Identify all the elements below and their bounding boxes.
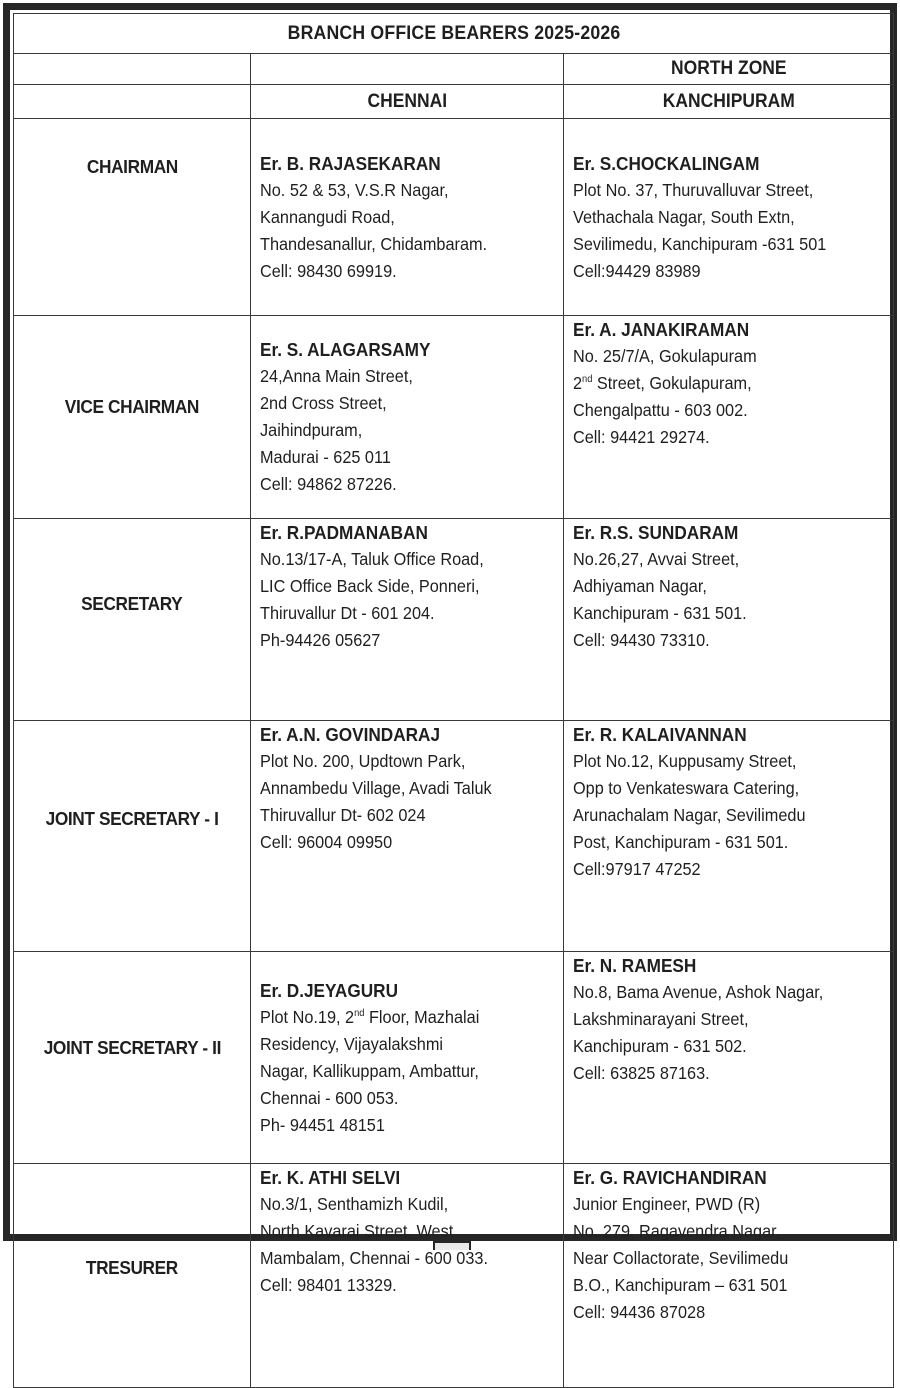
bearer-details [573,1164,871,1326]
bearer-phone: Cell: 94430 73310. [573,630,710,650]
bearer-details [260,519,542,654]
bearer-name: Er. A. JANAKIRAMAN [573,319,750,340]
address-line: Chengalpattu - 603 002. [573,400,748,420]
zone-header [564,54,894,85]
bearer-phone: Cell:94429 83989 [573,260,701,281]
address-line: No. 52 & 53, V.S.R Nagar, [260,179,449,200]
address-line: Opp to Venkateswara Catering, [573,778,800,798]
bearer-cell-chennai [251,519,564,721]
city-header-row [14,85,894,119]
address-line: Chennai - 600 053. [260,1087,399,1108]
bearer-cell-chennai [251,316,564,519]
address-line: No.8, Bama Avenue, Ashok Nagar, [573,982,824,1002]
address-line: Plot No. 200, Updtown Park, [260,751,466,771]
address-line: Nagar, Kallikuppam, Ambattur, [260,1060,479,1081]
address-line: No.3/1, Senthamizh Kudil, [260,1194,449,1214]
role-cell [14,952,251,1164]
address-line: Junior Engineer, PWD (R) [573,1194,761,1214]
bearer-phone: Cell: 96004 09950 [260,832,393,852]
bearer-row-secretary [14,519,894,721]
bearer-cell-kanchipuram [564,1164,894,1388]
bearer-phone: Cell: 98430 69919. [260,260,397,281]
bearer-cell-chennai [251,1164,564,1388]
address-line: Thiruvallur Dt - 601 204. [260,603,435,623]
bearer-phone: Cell: 98401 13329. [260,1275,397,1295]
bearer-phone: Cell: 94436 87028 [573,1302,706,1322]
bearer-cell-chennai [251,952,564,1164]
bearer-phone: Cell: 94421 29274. [573,427,710,447]
column-header-kanchipuram [564,85,894,119]
bearer-row-chairman [14,119,894,316]
address-line: Vethachala Nagar, South Extn, [573,206,795,227]
address-line: Thandesanallur, Chidambaram. [260,233,488,254]
bearer-cell-chennai [251,119,564,316]
address-line: LIC Office Back Side, Ponneri, [260,576,480,596]
column-header-chennai [251,85,564,119]
address-line: No. 279, Ragavendra Nagar, [573,1221,781,1241]
office-bearers-table [13,13,894,1388]
address-line: 2nd Street, Gokulapuram, [573,373,752,393]
bearer-cell-kanchipuram [564,519,894,721]
role-label: SECRETARY [81,594,183,614]
zone-blank-chennai-cell [251,54,564,85]
ordinal-superscript: nd [354,1007,365,1019]
address-line: Near Collactorate, Sevilimedu [573,1248,789,1268]
address-line: No.13/17-A, Taluk Office Road, [260,549,484,569]
bearer-phone: Ph- 94451 48151 [260,1114,385,1135]
zone-blank-role-cell [14,54,251,85]
address-line: B.O., Kanchipuram – 631 501 [573,1275,788,1295]
bearer-details [260,336,542,498]
bearer-row-joint-secretary-1 [14,721,894,952]
role-cell [14,721,251,952]
address-line: No. 25/7/A, Gokulapuram [573,346,757,366]
bearer-name: Er. R.S. SUNDARAM [573,522,739,543]
bearer-row-vice-chairman [14,316,894,519]
bearer-details [260,1164,542,1299]
address-line: 24,Anna Main Street, [260,366,413,386]
address-line: Plot No.12, Kuppusamy Street, [573,751,797,771]
address-line: Arunachalam Nagar, Sevilimedu [573,805,806,825]
bearer-name: Er. K. ATHI SELVI [260,1167,401,1188]
address-line: Plot No. 37, Thuruvalluvar Street, [573,179,814,200]
address-line: Residency, Vijayalakshmi [260,1033,444,1054]
address-line: Post, Kanchipuram - 631 501. [573,832,789,852]
zone-row [14,54,894,85]
bearer-details [573,150,871,285]
bearer-phone: Cell: 63825 87163. [573,1063,710,1083]
address-line: Annambedu Village, Avadi Taluk [260,778,492,798]
bearer-name: Er. G. RAVICHANDIRAN [573,1167,767,1188]
zone-label: NORTH ZONE [670,58,787,79]
bearer-cell-kanchipuram [564,316,894,519]
bearer-name: Er. S.CHOCKALINGAM [573,152,760,174]
city-blank-role-cell [14,85,251,119]
bearer-details [573,519,871,654]
role-cell [14,1164,251,1388]
bearer-name: Er. R. KALAIVANNAN [573,724,747,745]
role-cell [14,316,251,519]
bearer-cell-chennai [251,721,564,952]
address-line: Mambalam, Chennai - 600 033. [260,1248,488,1268]
bearer-name: Er. S. ALAGARSAMY [260,339,431,360]
bearer-phone: Ph-94426 05627 [260,630,381,650]
bearer-row-treasurer [14,1164,894,1388]
address-line: Lakshminarayani Street, [573,1009,749,1029]
bearer-phone: Cell:97917 47252 [573,859,701,879]
address-line: No.26,27, Avvai Street, [573,549,740,569]
column-header-chennai-label: CHENNAI [367,90,447,112]
address-line: North Kavarai Street, West [260,1221,454,1241]
address-line: 2nd Cross Street, [260,393,387,413]
bearer-phone: Cell: 94862 87226. [260,474,397,494]
address-line: Thiruvallur Dt- 602 024 [260,805,426,825]
address-line: Kanchipuram - 631 502. [573,1036,747,1056]
bearer-name: Er. N. RAMESH [573,955,697,976]
bearer-details [260,977,542,1139]
role-label: TRESURER [86,1258,178,1278]
table-title: BRANCH OFFICE BEARERS 2025-2026 [44,14,862,54]
bearer-name: Er. A.N. GOVINDARAJ [260,724,441,745]
address-line: Plot No.19, 2nd Floor, Mazhalai [260,1006,480,1027]
address-line: Kanchipuram - 631 501. [573,603,747,623]
address-line: Kannangudi Road, [260,206,395,227]
role-label: JOINT SECRETARY - I [45,808,219,829]
ordinal-superscript: nd [582,374,593,385]
role-label: VICE CHAIRMAN [64,396,200,417]
role-label: JOINT SECRETARY - II [43,1038,221,1058]
address-line: Adhiyaman Nagar, [573,576,707,596]
bearer-row-joint-secretary-2 [14,952,894,1164]
bearer-name: Er. B. RAJASEKARAN [260,152,441,174]
role-label: CHAIRMAN [86,157,178,177]
bearer-details [260,150,542,285]
bearer-cell-kanchipuram [564,952,894,1164]
role-cell [14,119,251,316]
bearer-details [573,952,871,1087]
title-row [14,14,894,54]
address-line: Sevilimedu, Kanchipuram -631 501 [573,233,827,254]
column-header-kanchipuram-label: KANCHIPURAM [662,90,795,112]
address-line: Jaihindpuram, [260,420,363,440]
bearer-details [573,316,871,451]
bearer-name: Er. R.PADMANABAN [260,522,428,543]
role-cell [14,519,251,721]
address-line: Madurai - 625 011 [260,447,391,467]
bearer-cell-kanchipuram [564,119,894,316]
bearer-name: Er. D.JEYAGURU [260,979,399,1001]
bearer-cell-kanchipuram [564,721,894,952]
bearer-details [573,721,871,883]
bearer-details [260,721,542,856]
